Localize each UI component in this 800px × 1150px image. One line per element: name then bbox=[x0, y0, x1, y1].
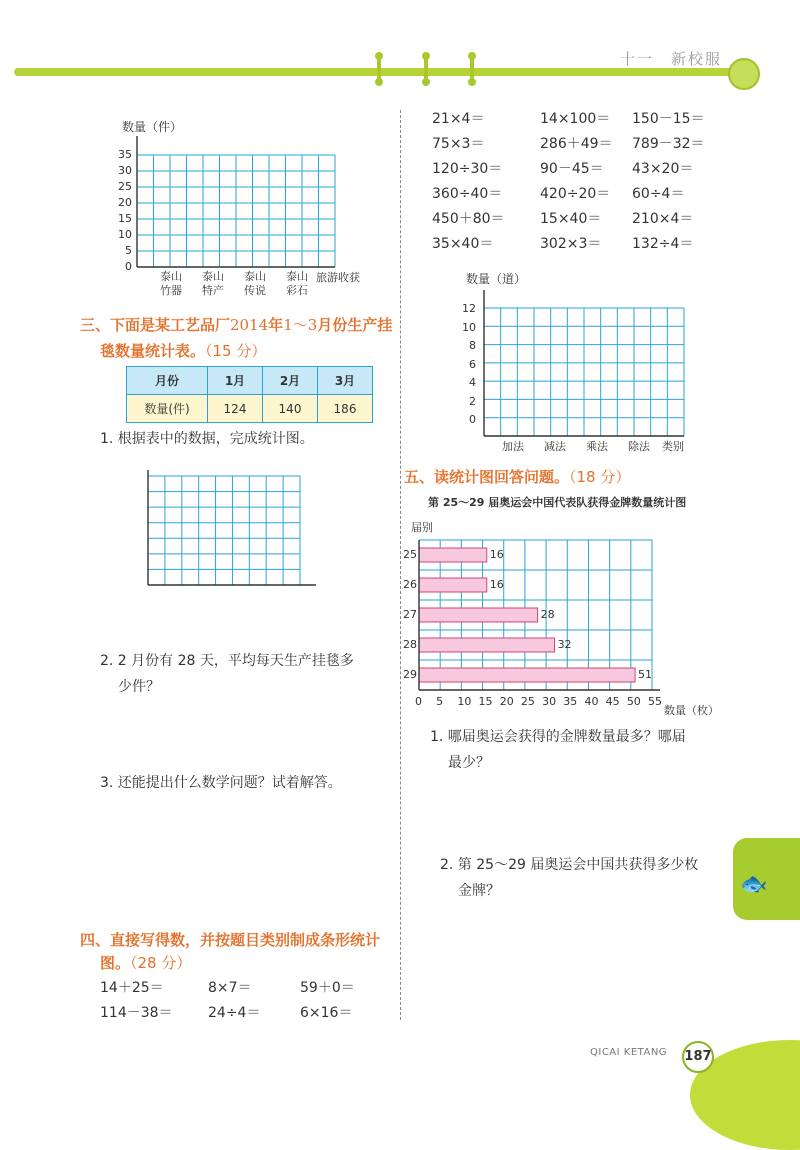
olympic-xtick: 30 bbox=[542, 695, 557, 708]
equation: 150－15＝ bbox=[632, 111, 705, 127]
table-header-cell: 月份 bbox=[127, 367, 208, 395]
section3-year: 2014 bbox=[230, 316, 269, 334]
section3-title-b: 年 bbox=[268, 316, 284, 334]
chart2-ytick: 2 bbox=[469, 394, 476, 408]
chart2-xlabel: 类别 bbox=[662, 440, 684, 453]
table-cell: 140 bbox=[263, 395, 318, 423]
section5-title-text: 五、读统计图回答问题。 bbox=[404, 468, 570, 486]
chart1-ytick: 15 bbox=[118, 212, 132, 225]
table-cell: 124 bbox=[208, 395, 263, 423]
equation: 286＋49＝ bbox=[540, 136, 613, 152]
chart2-ytick: 12 bbox=[462, 302, 476, 315]
fish-icon: 🐟 bbox=[740, 872, 768, 897]
olympic-chart-ylabel: 届别 bbox=[411, 521, 433, 534]
section4-points: （28 分） bbox=[130, 954, 192, 972]
chart2-category: 乘法 bbox=[586, 440, 608, 453]
section4-title: 四、直接写得数，并按题目类别制成条形统计 bbox=[80, 931, 381, 949]
equation: 114－38＝ bbox=[100, 1005, 173, 1021]
chart1-ytick: 5 bbox=[125, 244, 132, 257]
chart1-ylabel: 数量（件） bbox=[122, 120, 183, 134]
chart1-category: 传说 bbox=[244, 284, 266, 297]
equation: 360÷40＝ bbox=[432, 186, 503, 202]
equation: 75×3＝ bbox=[432, 136, 485, 152]
equation: 15×40＝ bbox=[540, 211, 602, 227]
chart2-ytick: 0 bbox=[469, 413, 476, 426]
equation: 43×20＝ bbox=[632, 161, 694, 177]
section5-q1-cont: 最少？ bbox=[448, 755, 490, 771]
olympic-xtick: 10 bbox=[457, 695, 472, 708]
chart2-ytick: 8 bbox=[469, 339, 476, 352]
chart1-ytick: 0 bbox=[125, 260, 132, 273]
olympic-bar-value: 28 bbox=[540, 608, 555, 621]
olympic-bar bbox=[419, 668, 635, 682]
section3-q2: 2. 2 月份有 28 天，平均每天生产挂毯多 bbox=[100, 653, 354, 669]
chart1-ytick: 20 bbox=[118, 196, 132, 209]
section3-title-a: 三、下面是某工艺品厂 bbox=[80, 316, 231, 334]
chart1-ytick: 10 bbox=[118, 228, 132, 241]
olympic-category: 29 bbox=[403, 668, 417, 681]
olympic-xtick: 55 bbox=[648, 695, 662, 708]
olympic-xtick: 20 bbox=[499, 695, 514, 708]
table-header-cell: 1月 bbox=[208, 367, 263, 395]
section5-q2: 2. 第 25～29 届奥运会中国共获得多少枚 bbox=[440, 857, 699, 873]
footer-brand: QICAI KETANG bbox=[590, 1047, 668, 1058]
section5-q2-cont: 金牌？ bbox=[458, 883, 500, 899]
olympic-chart-title: 第 25～29 届奥运会中国代表队获得金牌数量统计图 bbox=[428, 496, 687, 509]
section3-q3: 3. 还能提出什么数学问题？试着解答。 bbox=[100, 775, 342, 791]
chart1-category: 彩石 bbox=[286, 284, 308, 297]
section3-months: 1～3 bbox=[283, 316, 318, 334]
olympic-xtick: 50 bbox=[626, 695, 641, 708]
section3-title-d: 毯数量统计表。 bbox=[100, 342, 206, 360]
equation: 24÷4＝ bbox=[208, 1005, 261, 1021]
olympic-xtick: 40 bbox=[584, 695, 599, 708]
section4-title-line2 bbox=[100, 950, 191, 976]
equation: 6×16＝ bbox=[300, 1005, 353, 1021]
table-row-label: 数量(件) bbox=[127, 395, 208, 423]
equation: 60÷4＝ bbox=[632, 186, 685, 202]
olympic-xtick: 5 bbox=[436, 695, 444, 708]
chart1-category: 泰山 bbox=[202, 270, 224, 283]
olympic-bar bbox=[419, 638, 555, 652]
chart2-category: 除法 bbox=[628, 440, 650, 453]
equation: 90－45＝ bbox=[540, 161, 604, 177]
olympic-bar bbox=[419, 608, 538, 622]
equation: 210×4＝ bbox=[632, 211, 694, 227]
section3-title-c: 月份生产挂 bbox=[317, 316, 393, 334]
olympic-chart-xlabel: 数量（枚） bbox=[664, 704, 719, 717]
olympic-xtick: 45 bbox=[605, 695, 620, 708]
section3-points: （15 分） bbox=[205, 342, 267, 360]
table-header-cell: 2月 bbox=[263, 367, 318, 395]
olympic-xtick: 35 bbox=[563, 695, 578, 708]
equation: 120÷30＝ bbox=[432, 161, 503, 177]
chart2-ylabel: 数量（道） bbox=[466, 272, 527, 286]
chart1-category: 泰山 bbox=[286, 270, 308, 283]
chart1-category: 竹器 bbox=[160, 284, 182, 297]
equation: 59＋0＝ bbox=[300, 980, 355, 996]
olympic-bar-value: 16 bbox=[489, 548, 504, 561]
chart1-category: 泰山 bbox=[160, 270, 182, 283]
table-header-cell: 3月 bbox=[318, 367, 373, 395]
olympic-bar-value: 32 bbox=[557, 638, 572, 651]
olympic-bar-value: 51 bbox=[638, 668, 653, 681]
equation: 8×7＝ bbox=[208, 980, 252, 996]
equation: 420÷20＝ bbox=[540, 186, 611, 202]
equation: 450＋80＝ bbox=[432, 211, 505, 227]
chart2-category: 加法 bbox=[502, 440, 524, 453]
chart2-ytick: 6 bbox=[469, 357, 476, 371]
section3-q1: 1. 根据表中的数据，完成统计图。 bbox=[100, 431, 314, 447]
table-cell: 186 bbox=[318, 395, 373, 423]
chapter-title: 十一 新校服 bbox=[619, 50, 722, 68]
equation: 132÷4＝ bbox=[632, 236, 694, 252]
section5-q1: 1. 哪届奥运会获得的金牌数量最多？哪届 bbox=[430, 729, 686, 745]
equation: 302×3＝ bbox=[540, 236, 602, 252]
section5-points: （18 分） bbox=[569, 468, 631, 486]
olympic-bar bbox=[419, 548, 487, 562]
chart1-ytick: 25 bbox=[118, 180, 132, 193]
section4-title-b: 图。 bbox=[100, 954, 131, 972]
chart2-ytick: 10 bbox=[462, 320, 476, 334]
chart2-category: 减法 bbox=[544, 440, 566, 453]
equation: 35×40＝ bbox=[432, 236, 494, 252]
chart1-ytick: 35 bbox=[118, 148, 132, 161]
equation: 789－32＝ bbox=[632, 136, 705, 152]
page-number: 187 bbox=[682, 1041, 714, 1073]
olympic-bar bbox=[419, 578, 487, 592]
equation: 21×4＝ bbox=[432, 111, 485, 127]
olympic-category: 28 bbox=[403, 638, 417, 651]
chart2-ytick: 4 bbox=[469, 376, 476, 389]
olympic-xtick: 25 bbox=[520, 695, 535, 708]
olympic-category: 26 bbox=[403, 578, 417, 591]
olympic-xtick: 0 bbox=[415, 695, 422, 708]
chart1-category: 泰山 bbox=[244, 270, 266, 283]
olympic-category: 27 bbox=[403, 608, 417, 621]
equation: 14×100＝ bbox=[540, 111, 611, 127]
chart1-category: 特产 bbox=[202, 284, 224, 297]
chart1-ytick: 30 bbox=[118, 164, 132, 177]
olympic-category: 25 bbox=[403, 548, 417, 561]
equation: 14＋25＝ bbox=[100, 980, 164, 996]
section3-q2-cont: 少件？ bbox=[118, 679, 160, 695]
olympic-bar-value: 16 bbox=[489, 578, 504, 591]
chart1-xlabel: 旅游收获 bbox=[316, 271, 360, 284]
olympic-xtick: 15 bbox=[478, 695, 493, 708]
